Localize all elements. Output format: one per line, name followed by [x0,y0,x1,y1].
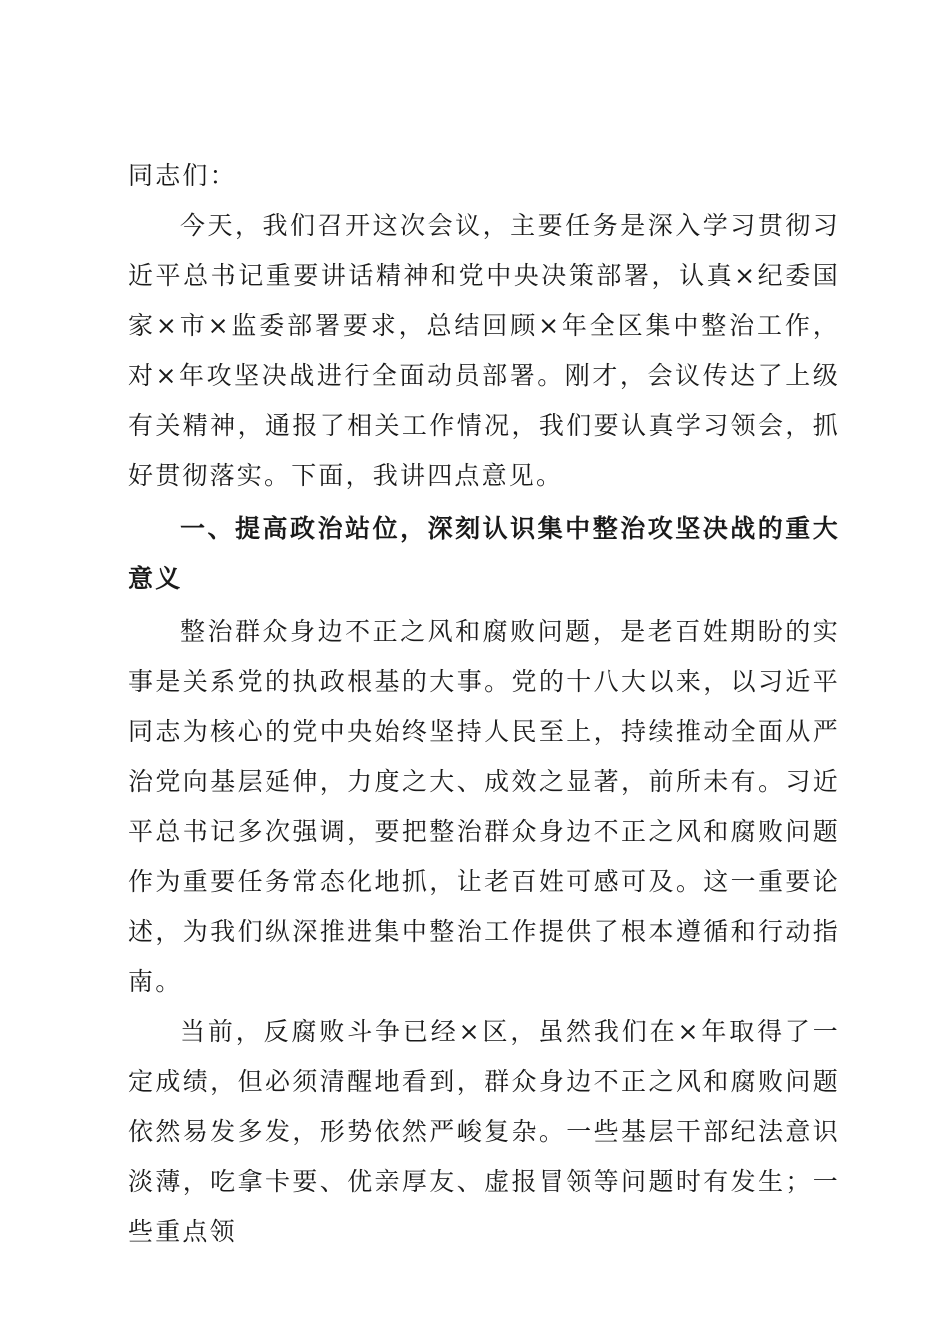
intro-paragraph: 今天，我们召开这次会议，主要任务是深入学习贯彻习近平总书记重要讲话精神和党中央决策部署，认真×纪委国家×市×监委部署要求，总结回顾×年全区集中整治工作，对×年攻坚决战进行全面动员部署。刚才，会议传达了上级有关精神，通报了相关工作情况，我们要认真学习领会，抓好贯彻落实。下面，我讲四点意见。 [128,211,840,490]
body-paragraph: 整治群众身边不正之风和腐败问题，是老百姓期盼的实事是关系党的执政根基的大事。党的十八大以来，以习近平同志为核心的党中央始终坚持人民至上，持续推动全面从严治党向基层延伸，力度之大、成效之显著，前所未有。习近平总书记多次强调，要把整治群众身边不正之风和腐败问题作为重要任务常态化地抓，让老百姓可感可及。这一重要论述，为我们纵深推进集中整治工作提供了根本遵循和行动指南。 [128,617,840,996]
document-body [128,151,840,1257]
section-heading: 一、提高政治站位，深刻认识集中整治攻坚决战的重大意义 [128,514,840,593]
salutation: 同志们： [128,161,237,190]
body-paragraph: 当前，反腐败斗争已经×区，虽然我们在×年取得了一定成绩，但必须清醒地看到，群众身边不正之风和腐败问题依然易发多发，形势依然严峻复杂。一些基层干部纪法意识淡薄，吃拿卡要、优亲厚友、虚报冒领等问题时有发生；一些重点领 [128,1017,840,1246]
